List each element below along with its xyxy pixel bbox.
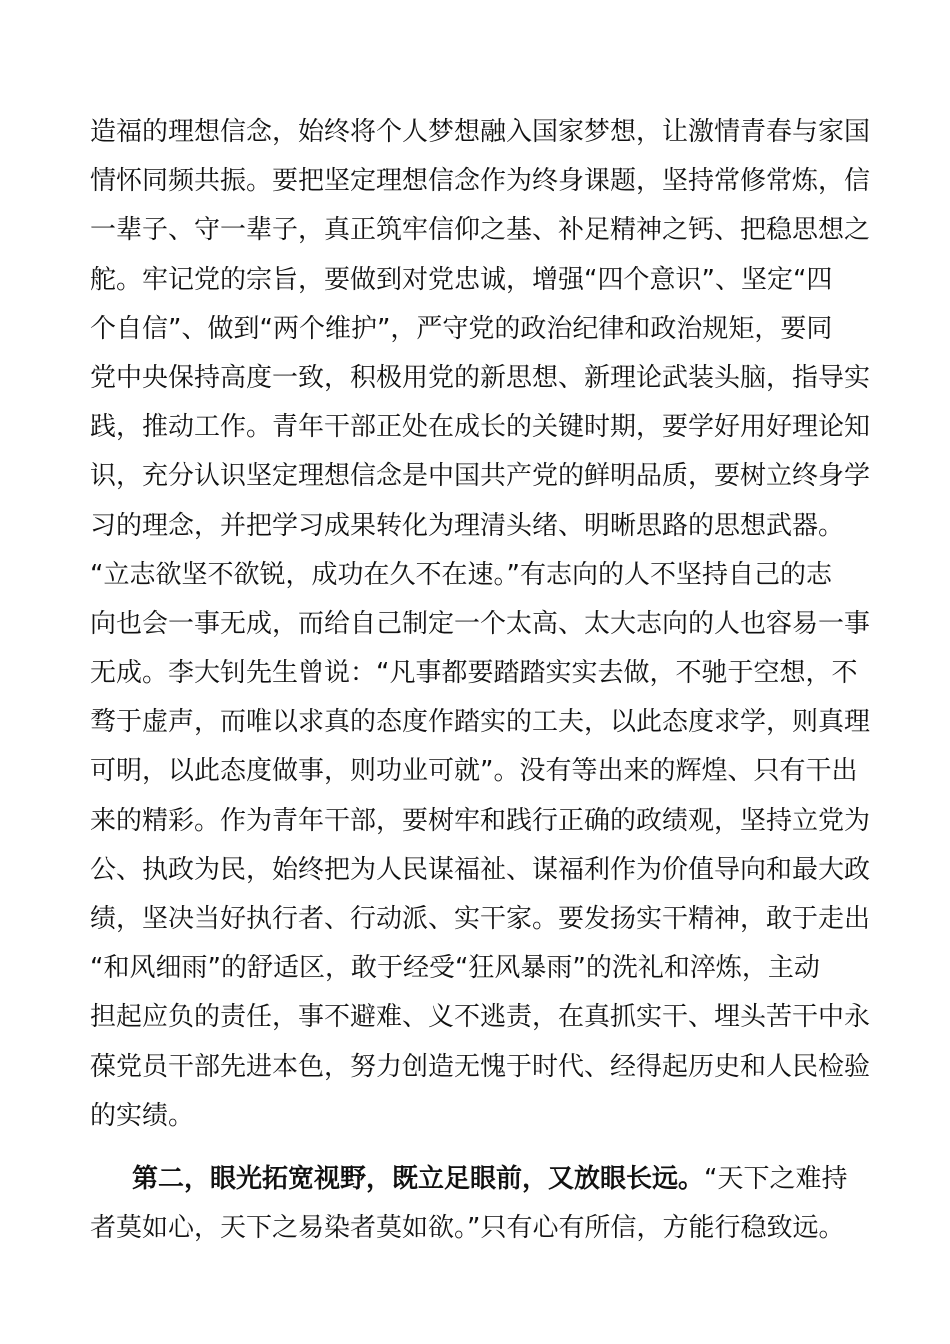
paragraph-1-line: 葆党员干部先进本色，努力创造无愧于时代、经得起历史和人民检验	[90, 1051, 870, 1082]
paragraph-1-line: 践，推动工作。青年干部正处在成长的关键时期，要学好用好理论知	[90, 412, 870, 443]
paragraph-1-line: 习的理念，并把学习成果转化为理清头绪、明晰思路的思想武器。	[90, 510, 845, 541]
paragraph-2-line-2: 者莫如心，天下之易染者莫如欲。”只有心有所信，方能行稳致远。	[90, 1213, 845, 1244]
paragraph-1-line: 可明，以此态度做事，则功业可就”。没有等出来的辉煌、只有干出	[90, 756, 858, 787]
paragraph-2-line-1	[90, 1155, 870, 1204]
paragraph-1-line: 向也会一事无成，而给自己制定一个太高、太大志向的人也容易一事	[90, 608, 870, 639]
paragraph-1-line: 造福的理想信念，始终将个人梦想融入国家梦想，让激情青春与家国	[90, 117, 870, 147]
paragraph-1-line: 公、执政为民，始终把为人民谋福祉、谋福利作为价值导向和最大政	[90, 854, 870, 885]
paragraph-1-line: 骛于虚声，而唯以求真的态度作踏实的工夫，以此态度求学，则真理	[90, 707, 870, 738]
section-heading: 第二，眼光拓宽视野，既立足眼前，又放眼长远。	[132, 1163, 705, 1194]
paragraph-1-line: “和风细雨”的舒适区，敢于经受“狂风暴雨”的洗礼和淬炼，主动	[90, 953, 820, 984]
paragraph-1-line: 无成。李大钊先生曾说：“凡事都要踏踏实实去做，不驰于空想，不	[90, 658, 858, 689]
paragraph-1-line: 的实绩。	[90, 1100, 195, 1131]
paragraph-1-line: 个自信”、做到“两个维护”，严守党的政治纪律和政治规矩，要同	[90, 313, 833, 344]
paragraph-1	[90, 108, 870, 1141]
paragraph-gap	[90, 1141, 870, 1155]
paragraph-1-line: 担起应负的责任，事不避难、义不逃责，在真抓实干、埋头苦干中永	[90, 1002, 870, 1033]
paragraph-1-line: 一辈子、守一辈子，真正筑牢信仰之基、补足精神之钙、把稳思想之	[90, 215, 870, 246]
paragraph-1-line: 舵。牢记党的宗旨，要做到对党忠诚，增强“四个意识”、坚定“四	[90, 264, 833, 295]
paragraph-2-line-1-rest: “天下之难持	[704, 1163, 848, 1194]
paragraph-2	[90, 1155, 870, 1253]
paragraph-1-line: 识，充分认识坚定理想信念是中国共产党的鲜明品质，要树立终身学	[90, 461, 870, 492]
document-body	[90, 108, 870, 1253]
paragraph-1-line: “立志欲坚不欲锐，成功在久不在速。”有志向的人不坚持自己的志	[90, 559, 832, 590]
paragraph-1-line: 来的精彩。作为青年干部，要树牢和践行正确的政绩观，坚持立党为	[90, 805, 870, 836]
paragraph-1-line: 情怀同频共振。要把坚定理想信念作为终身课题，坚持常修常炼，信	[90, 166, 870, 197]
paragraph-1-line: 党中央保持高度一致，积极用党的新思想、新理论武装头脑，指导实	[90, 362, 870, 393]
paragraph-1-line: 绩，坚决当好执行者、行动派、实干家。要发扬实干精神，敢于走出	[90, 904, 870, 934]
